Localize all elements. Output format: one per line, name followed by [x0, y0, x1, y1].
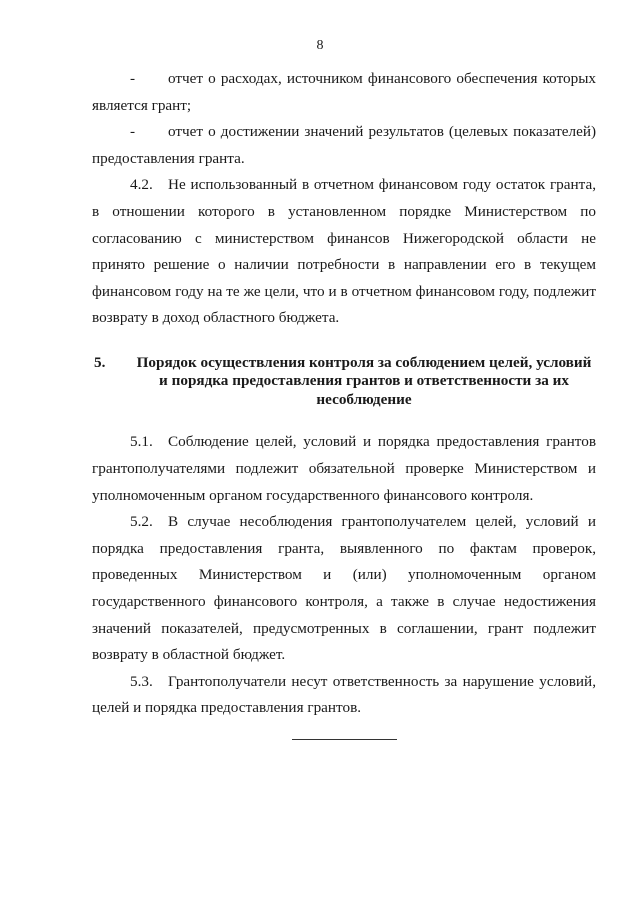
- list-item-text: отчет о достижении значений результатов (целевых показателей) предоставления гранта.: [92, 123, 596, 167]
- paragraph-text: В случае несоблюдения грантополучателем целей, условий и порядка предоставления гранта, выявленного по фактам проверок, проведенных Министерством и (или) уполномоченным органом государственного финансового контроля, а также в случае недостижения значений показателей, предусмотренных в соглашении, грант подлежит возврату в областной бюджет.: [92, 513, 596, 664]
- paragraph-number: 4.2.: [130, 176, 153, 194]
- list-dash: -: [130, 70, 136, 87]
- list-dash: -: [130, 123, 136, 141]
- list-item-text: отчет о расходах, источником финансового обеспечения которых является грант;: [92, 70, 596, 114]
- paragraph-4-2: [92, 172, 596, 332]
- section-title-line: и порядка предоставления грантов и ответственности за их: [159, 372, 569, 390]
- paragraph-number: 5.2.: [130, 513, 153, 531]
- end-separator-line: [292, 739, 397, 740]
- paragraph-5-3: [92, 669, 596, 722]
- document-body: [92, 66, 596, 722]
- paragraph-text: Грантополучатели несут ответственность за нарушение условий, целей и порядка предоставления грантов.: [92, 672, 596, 717]
- list-item: [92, 119, 596, 172]
- section-number: 5.: [94, 353, 106, 371]
- paragraph-text: Не использованный в отчетном финансовом году остаток гранта, в отношении которого в установленном порядке Министерством по согласованию с министерством финансов Нижегородской области не принято решение о наличии потребности в направлении его в текущем финансовом году на те же цели, что и в отчетном финансовом году, подлежит возврату в доход областного бюджета.: [92, 176, 596, 327]
- list-item: [92, 66, 596, 119]
- paragraph-number: 5.3.: [130, 672, 153, 690]
- paragraph-5-2: [92, 509, 596, 669]
- section-heading: [92, 354, 596, 410]
- paragraph-number: 5.1.: [130, 433, 153, 451]
- section-title-line: Порядок осуществления контроля за соблюдением целей, условий: [136, 353, 592, 371]
- paragraph-text: Соблюдение целей, условий и порядка предоставления грантов грантополучателями подлежит обязательной проверке Министерством и уполномоченным органом государственного финансового контроля.: [92, 433, 596, 504]
- section-title-line: несоблюдение: [316, 390, 412, 408]
- page-number: 8: [316, 38, 324, 53]
- paragraph-5-1: [92, 429, 596, 509]
